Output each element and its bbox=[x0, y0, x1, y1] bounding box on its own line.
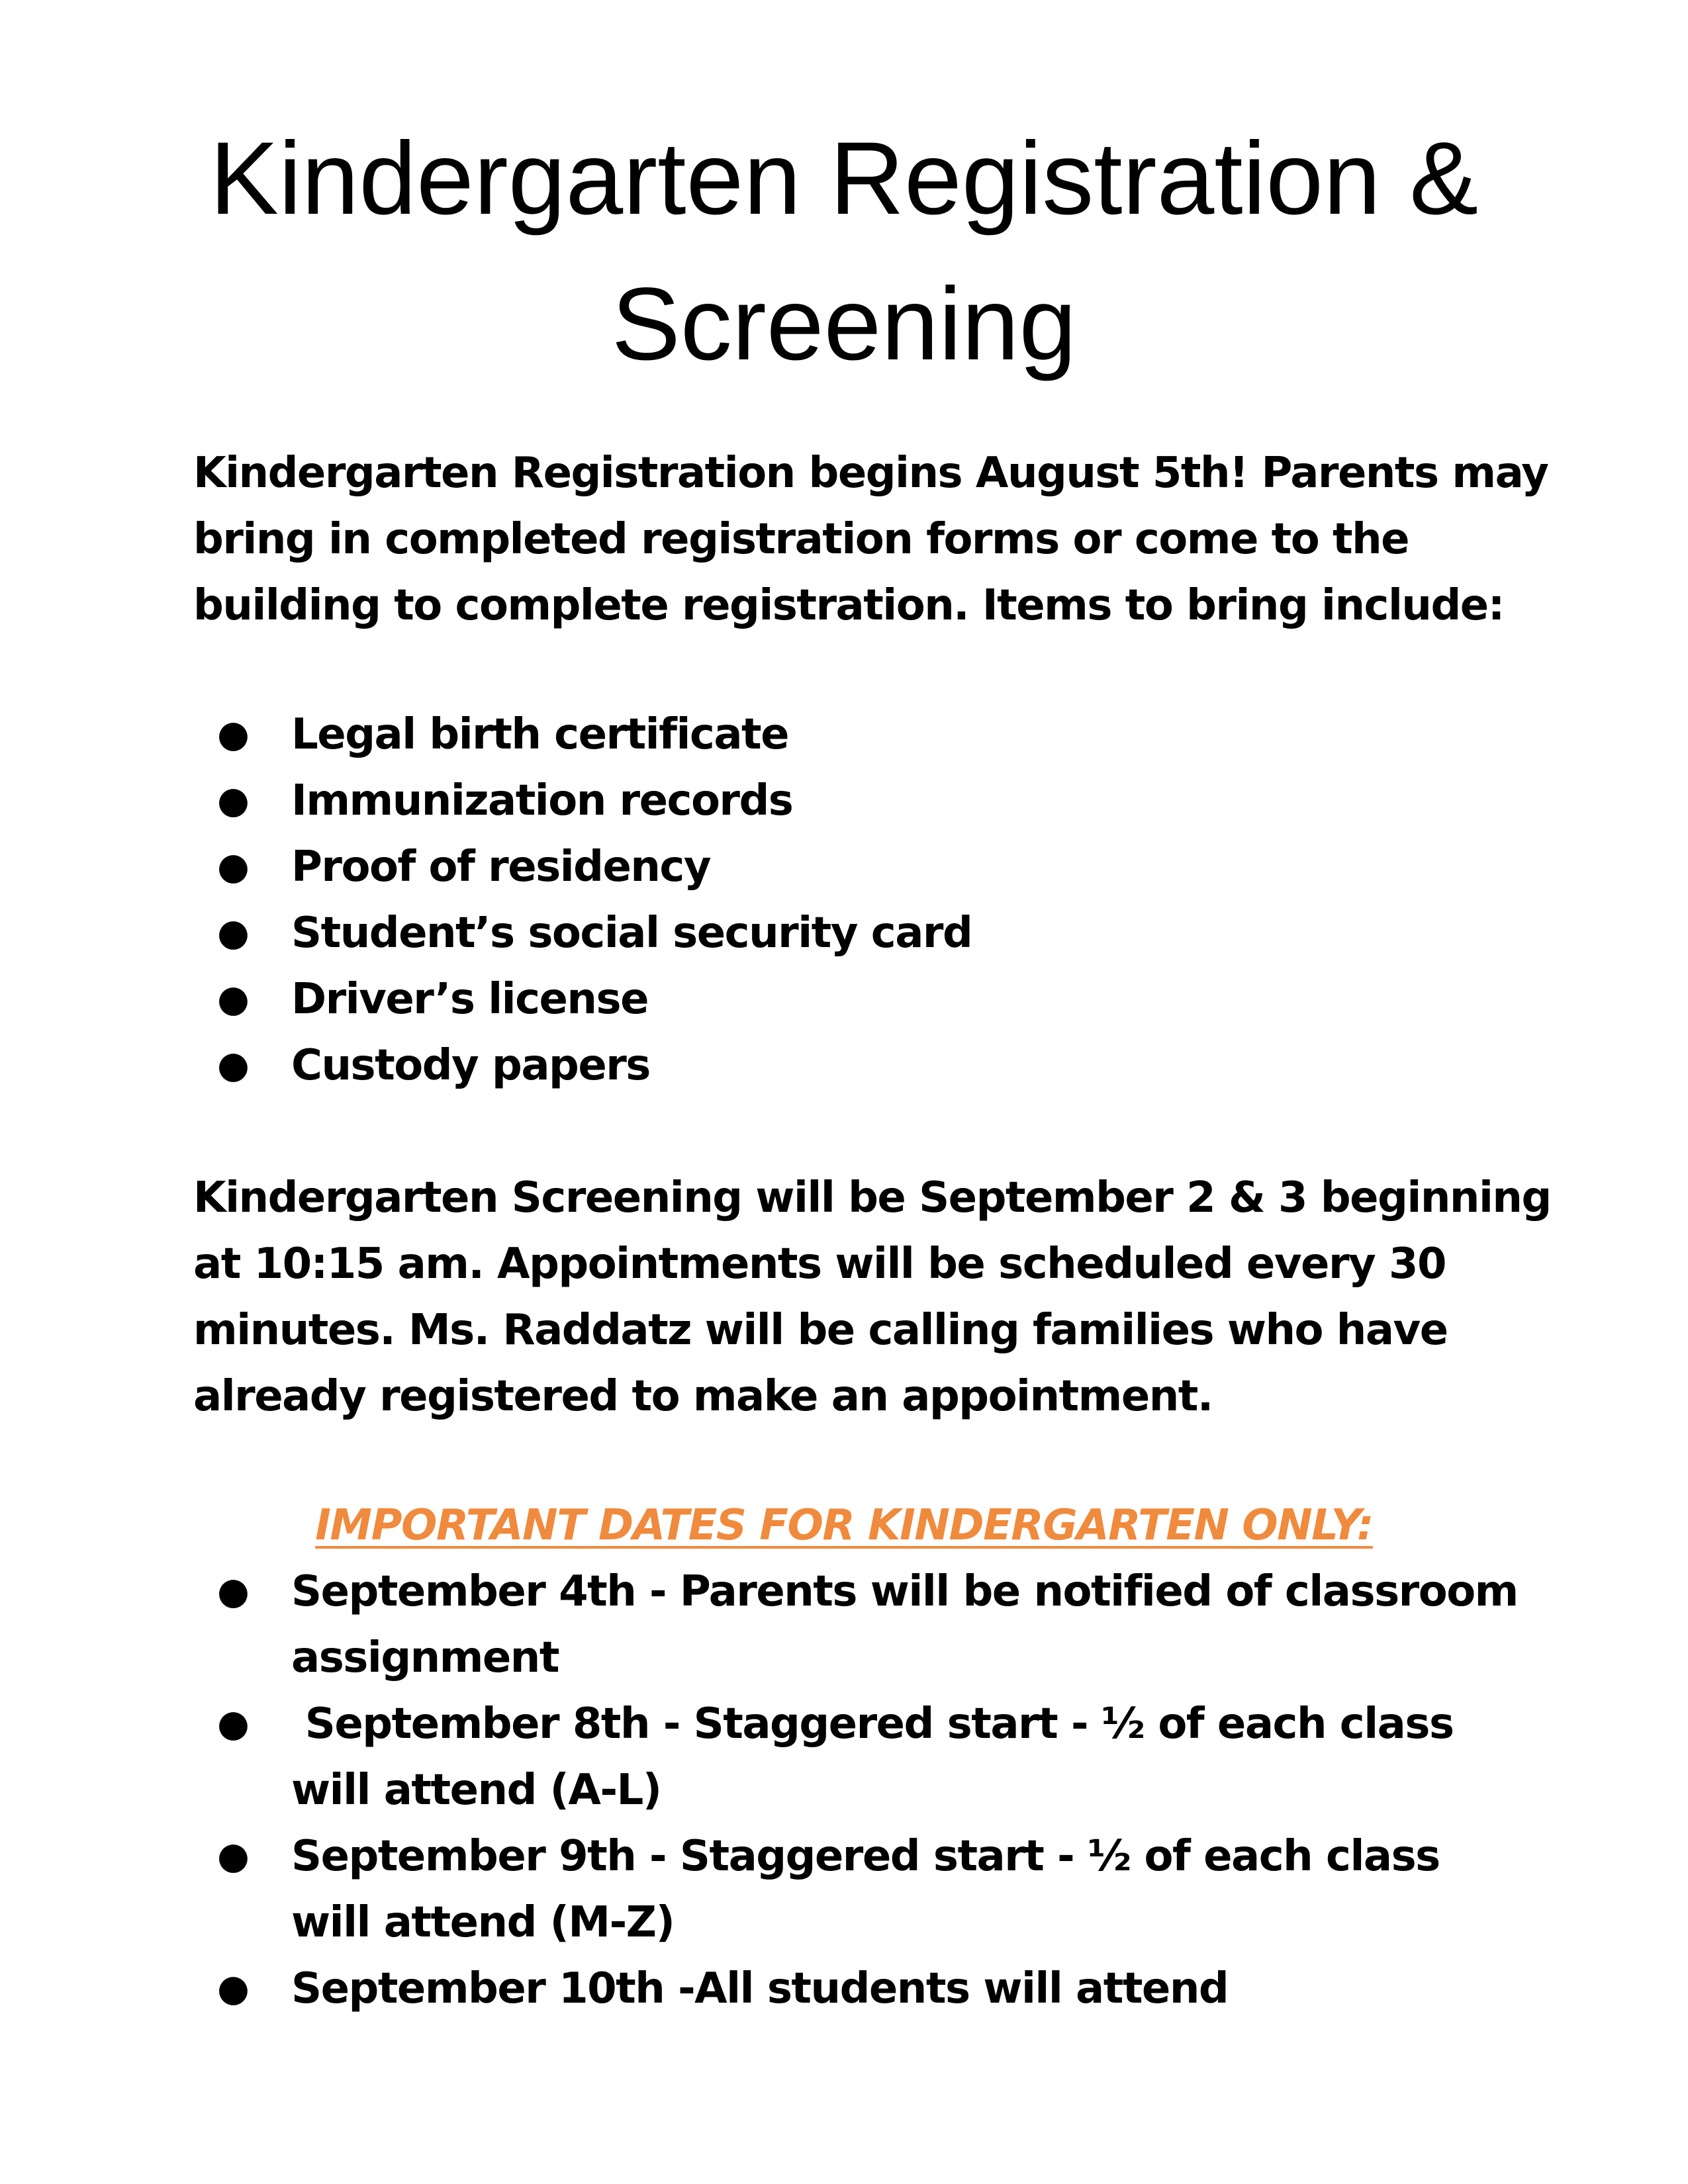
bullet-icon: ● bbox=[217, 779, 249, 822]
list-item bbox=[193, 1956, 1524, 2022]
list-item-text: September 9th - Staggered start - ½ of each class will attend (M-Z) bbox=[291, 1832, 1440, 1947]
bullet-icon: ● bbox=[217, 713, 249, 756]
bullet-icon: ● bbox=[217, 978, 249, 1021]
list-item bbox=[193, 702, 1550, 768]
bullet-icon: ● bbox=[217, 1835, 249, 1878]
list-item bbox=[193, 900, 1550, 966]
bullet-icon: ● bbox=[217, 1044, 249, 1087]
bullet-icon: ● bbox=[217, 1967, 249, 2010]
important-dates-list bbox=[193, 1559, 1524, 2022]
list-item bbox=[193, 1823, 1524, 1956]
list-item bbox=[193, 1559, 1524, 1691]
list-item-text: September 8th - Staggered start - ½ of each class will attend (A-L) bbox=[291, 1700, 1468, 1815]
list-item-text: September 4th - Parents will be notified of classroom assignment bbox=[291, 1567, 1518, 1682]
page-title: Kindergarten Registration & Screening bbox=[209, 121, 1479, 382]
items-to-bring-list bbox=[193, 702, 1550, 1099]
list-item-text: September 10th -All students will attend bbox=[291, 1964, 1229, 2013]
bullet-icon: ● bbox=[217, 911, 249, 954]
list-item-text: Custody papers bbox=[291, 1041, 650, 1090]
list-item bbox=[193, 834, 1550, 900]
list-item-text: Student’s social security card bbox=[291, 909, 972, 958]
list-item bbox=[193, 768, 1550, 834]
list-item bbox=[193, 1691, 1524, 1823]
registration-intro-paragraph: Kindergarten Registration begins August 5th! Parents may bring in completed registration forms or come to the building to complete registration. Items to bring include: bbox=[193, 449, 1548, 630]
screening-paragraph: Kindergarten Screening will be September 2 & 3 beginning at 10:15 am. Appointments will be scheduled every 30 minutes. Ms. Raddatz will be calling families who have already registered to make an appointment. bbox=[193, 1173, 1551, 1421]
list-item bbox=[193, 966, 1550, 1032]
list-item-text: Legal birth certificate bbox=[291, 710, 788, 759]
bullet-icon: ● bbox=[217, 1570, 249, 1613]
list-item-text: Driver’s license bbox=[291, 975, 648, 1024]
bullet-icon: ● bbox=[217, 845, 249, 888]
list-item bbox=[193, 1032, 1550, 1099]
bullet-icon: ● bbox=[217, 1702, 249, 1745]
list-item-text: Immunization records bbox=[291, 776, 793, 825]
list-item-text: Proof of residency bbox=[291, 842, 711, 891]
important-dates-heading: IMPORTANT DATES FOR KINDERGARTEN ONLY: bbox=[315, 1501, 1373, 1550]
